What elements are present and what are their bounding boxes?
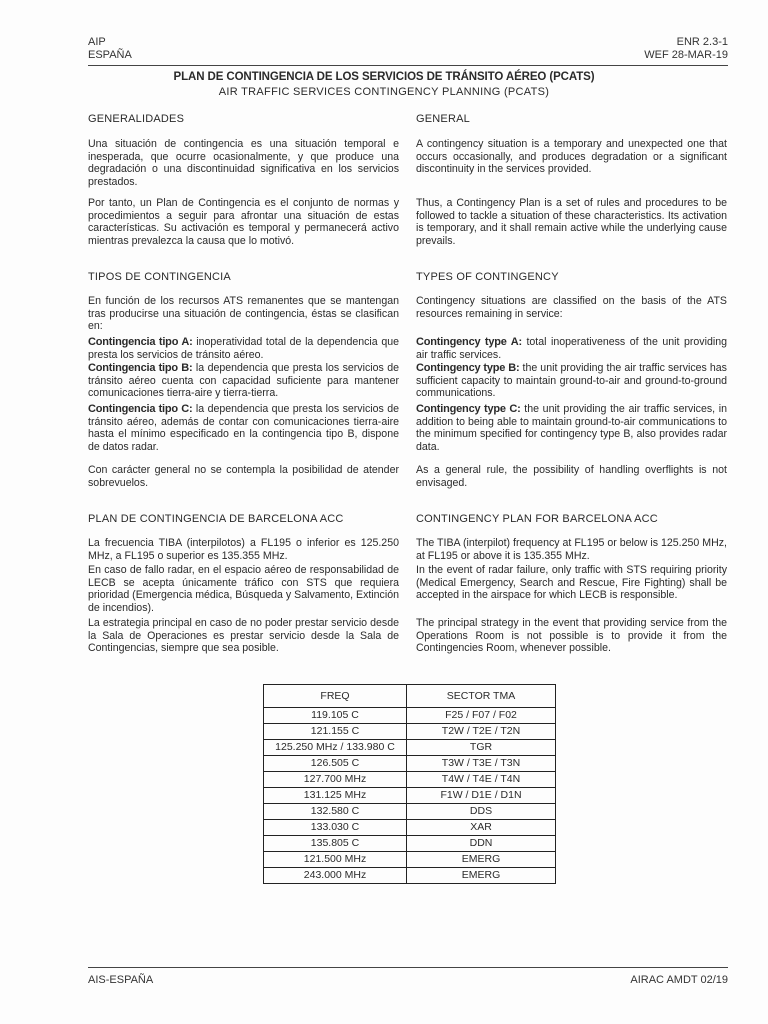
- en-type-a: [416, 336, 727, 361]
- es-tipo-c-label: Contingencia tipo C:: [88, 403, 193, 415]
- freq-cell: 243.000 MHz: [264, 868, 407, 884]
- header-left: [88, 36, 132, 62]
- freq-cell: 127.700 MHz: [264, 772, 407, 788]
- es-tipo-b: [88, 362, 399, 400]
- header-rule: [88, 65, 728, 66]
- table-row: [264, 820, 556, 836]
- es-plan-p2: En caso de fallo radar, en el espacio aéreo de responsabilidad de LECB se acepta únicamente tráfico con STS que requiera prioridad (Emergencia médica, Búsqueda y Salvamento, Extinción de incendios).: [88, 564, 399, 614]
- es-tipo-c: [88, 403, 399, 453]
- es-sobrevuelos: Con carácter general no se contempla la posibilidad de atender sobrevuelos.: [88, 464, 399, 489]
- sector-cell: DDN: [407, 836, 556, 852]
- es-plan-p3: La estrategia principal en caso de no poder prestar servicio desde la Sala de Operaciones es prestar servicio desde la Sala de Contingencias, siempre que sea posible.: [88, 617, 399, 655]
- en-plan-p3: The principal strategy in the event that providing service from the Operations Room is not possible is to provide it from the Contingencies Room, whenever possible.: [416, 617, 727, 655]
- heading-plan-es: PLAN DE CONTINGENCIA DE BARCELONA ACC: [88, 513, 344, 525]
- en-plan-p1: The TIBA (interpilot) frequency at FL195 or below is 125.250 MHz, at FL195 or above it is 135.355 MHz.: [416, 537, 727, 562]
- sector-cell: F1W / D1E / D1N: [407, 788, 556, 804]
- en-type-a-text: total inoperativeness of the unit providing air traffic services.: [416, 336, 727, 361]
- header-right: [644, 36, 728, 62]
- es-tipo-b-text: la dependencia que presta los servicios de tránsito aéreo cuenta con capacidad suficiente para mantener comunicaciones tierra-aire y tierra-tierra.: [88, 362, 399, 400]
- header-aip: AIP: [88, 36, 106, 48]
- freq-cell: 131.125 MHz: [264, 788, 407, 804]
- freq-cell: 121.500 MHz: [264, 852, 407, 868]
- column-header-freq: FREQ: [264, 685, 407, 708]
- title-spanish: PLAN DE CONTINGENCIA DE LOS SERVICIOS DE TRÁNSITO AÉREO (PCATS): [173, 71, 595, 83]
- table-row: [264, 740, 556, 756]
- freq-cell: 135.805 C: [264, 836, 407, 852]
- heading-general: GENERAL: [416, 113, 470, 125]
- freq-cell: 121.155 C: [264, 724, 407, 740]
- footer-amendment: AIRAC AMDT 02/19: [630, 974, 728, 986]
- table-row: [264, 852, 556, 868]
- freq-cell: 132.580 C: [264, 804, 407, 820]
- sector-cell: DDS: [407, 804, 556, 820]
- heading-tipos: TIPOS DE CONTINGENCIA: [88, 271, 231, 283]
- es-tipo-c-text: la dependencia que presta los servicios de tránsito aéreo, además de contar con comunicaciones tierra-aire hasta el mínimo especificado en la contingencia tipo B, dispone de datos radar.: [88, 403, 399, 453]
- es-tipo-b-label: Contingencia tipo B:: [88, 362, 193, 374]
- table-row: [264, 724, 556, 740]
- heading-types: TYPES OF CONTINGENCY: [416, 271, 559, 283]
- header-country: ESPAÑA: [88, 49, 132, 61]
- header-page-ref: ENR 2.3-1: [676, 36, 728, 48]
- en-type-c-label: Contingency type C:: [416, 403, 521, 415]
- footer-publisher: AIS-ESPAÑA: [88, 974, 154, 986]
- es-tipo-a-text: inoperatividad total de la dependencia que presta los servicios de tránsito aéreo.: [88, 336, 400, 361]
- en-type-b-label: Contingency type B:: [416, 362, 520, 374]
- table-row: [264, 804, 556, 820]
- table-row: [264, 708, 556, 724]
- title-english: AIR TRAFFIC SERVICES CONTINGENCY PLANNING (PCATS): [218, 86, 550, 98]
- es-tipo-a: [88, 336, 399, 361]
- sector-cell: EMERG: [407, 852, 556, 868]
- en-gen-p1: A contingency situation is a temporary and unexpected one that occurs occasionally, and produces degradation or a significant discontinuity in the services provided.: [416, 138, 727, 176]
- en-type-c-text: the unit providing the air traffic services, in addition to being able to maintain ground-to-air communications to the minimum specified for contingency type B, also provides radar data.: [416, 403, 728, 453]
- table-row: [264, 868, 556, 884]
- en-type-b: [416, 362, 727, 400]
- freq-cell: 119.105 C: [264, 708, 407, 724]
- freq-cell: 133.030 C: [264, 820, 407, 836]
- sector-cell: EMERG: [407, 868, 556, 884]
- sector-cell: T4W / T4E / T4N: [407, 772, 556, 788]
- freq-cell: 126.505 C: [264, 756, 407, 772]
- table-row: [264, 836, 556, 852]
- sector-cell: XAR: [407, 820, 556, 836]
- es-tipo-a-label: Contingencia tipo A:: [88, 336, 193, 348]
- en-type-a-label: Contingency type A:: [416, 336, 522, 348]
- table-row: [264, 756, 556, 772]
- es-tipos-intro: En función de los recursos ATS remanentes que se mantengan tras producirse una situación de contingencia, éstas se clasifican en:: [88, 295, 399, 333]
- sector-cell: T3W / T3E / T3N: [407, 756, 556, 772]
- en-plan-p2: In the event of radar failure, only traffic with STS requiring priority (Medical Emergency, Search and Rescue, Fire Fighting) shall be accepted in the airspace for which LECB is responsible.: [416, 564, 727, 602]
- heading-plan-en: CONTINGENCY PLAN FOR BARCELONA ACC: [416, 513, 658, 525]
- es-gen-p1: Una situación de contingencia es una situación temporal e inesperada, que ocurre ocasionalmente, y que produce una degradación o una discontinuidad significativa en los servicios prestados.: [88, 138, 399, 188]
- en-gen-p2: Thus, a Contingency Plan is a set of rules and procedures to be followed to tackle a situation of these characteristics. Its activation is temporary, and it shall remain active while the underlying cause prevails.: [416, 197, 727, 247]
- en-type-c: [416, 403, 727, 453]
- es-gen-p2: Por tanto, un Plan de Contingencia es el conjunto de normas y procedimientos a seguir para afrontar una situación de estas características. Su activación es temporal y permanecerá activo mientras prevalezca la causa que lo motivó.: [88, 197, 399, 247]
- freq-cell: 125.250 MHz / 133.980 C: [264, 740, 407, 756]
- table-row: [264, 788, 556, 804]
- en-types-intro: Contingency situations are classified on the basis of the ATS resources remaining in service:: [416, 295, 727, 320]
- column-header-sector: SECTOR TMA: [407, 685, 556, 708]
- frequency-table: [263, 684, 556, 884]
- en-type-b-text: the unit providing the air traffic services has sufficient capacity to maintain ground-to-air and ground-to-ground communications.: [416, 362, 727, 400]
- sector-cell: F25 / F07 / F02: [407, 708, 556, 724]
- header-effective-date: WEF 28-MAR-19: [644, 49, 728, 61]
- es-plan-p1: La frecuencia TIBA (interpilotos) a FL195 o inferior es 125.250 MHz, a FL195 o superior es 135.355 MHz.: [88, 537, 399, 562]
- table-row: [264, 772, 556, 788]
- table-header-row: [264, 685, 556, 708]
- sector-cell: TGR: [407, 740, 556, 756]
- heading-generalidades: GENERALIDADES: [88, 113, 185, 125]
- sector-cell: T2W / T2E / T2N: [407, 724, 556, 740]
- footer-rule: [88, 967, 728, 968]
- en-overflights: As a general rule, the possibility of handling overflights is not envisaged.: [416, 464, 727, 489]
